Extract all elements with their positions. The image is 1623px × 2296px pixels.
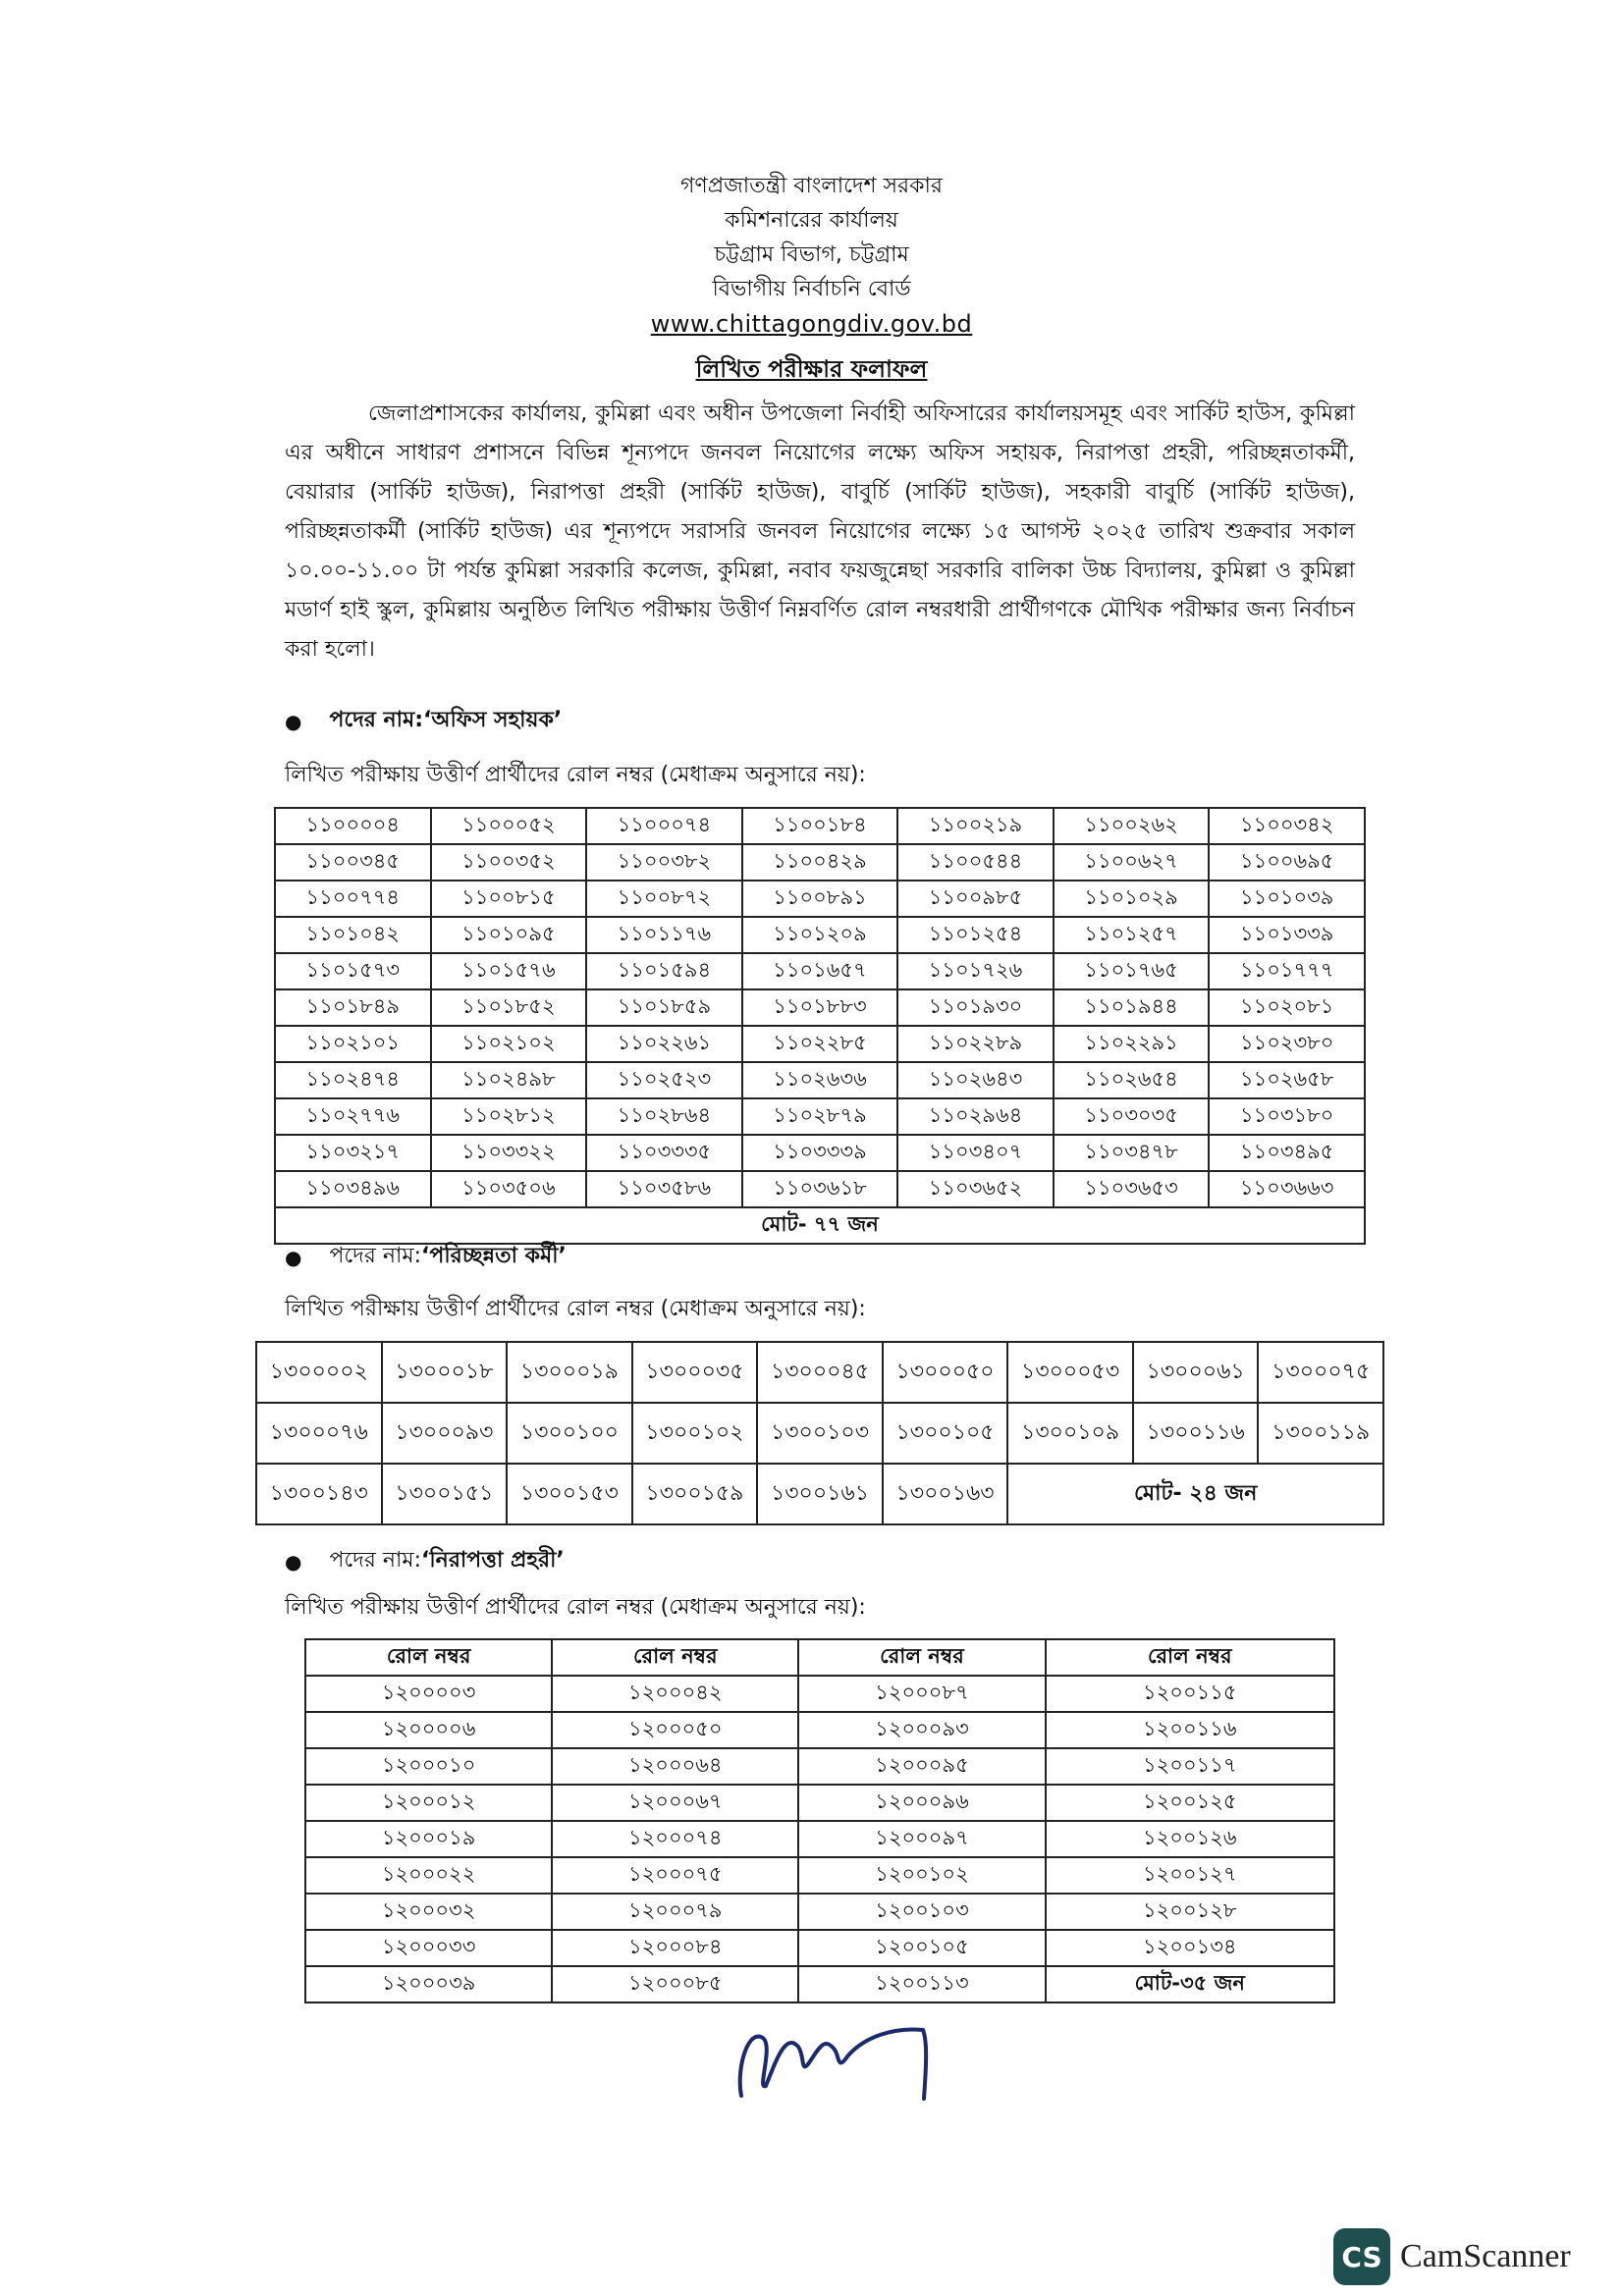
roll-number-cell: ১১০২১০১ <box>275 1026 431 1062</box>
bullet-icon: ● <box>285 1245 302 1269</box>
roll-number-cell: ১১০২১০২ <box>431 1026 587 1062</box>
roll-number-cell: ১১০২২৬১ <box>586 1026 742 1062</box>
roll-number-cell: ১২০০০৭৪ <box>552 1821 798 1857</box>
roll-number-cell: ১৩০০১০৫ <box>883 1403 1008 1464</box>
roll-number-cell: ১৩০০০৩৫ <box>632 1342 758 1403</box>
roll-number-cell: ১১০১৯৪৪ <box>1054 989 1210 1026</box>
roll-number-cell: ১১০২২৮৫ <box>742 1026 898 1062</box>
roll-number-cell: ১১০১৭৭৭ <box>1209 953 1365 989</box>
roll-number-cell: ১১০০০৫২ <box>431 808 587 844</box>
roll-number-cell: ১২০০০৩৩ <box>305 1930 552 1966</box>
post-name: ‘পরিচ্ছন্নতা কর্মী’ <box>421 1244 567 1268</box>
post-name: ‘নিরাপত্তা প্রহরী’ <box>421 1548 565 1573</box>
bullet-icon: ● <box>285 1549 302 1574</box>
govt-name: গণপ্রজাতন্ত্রী বাংলাদেশ সরকার <box>679 174 944 198</box>
bullet-icon: ● <box>285 709 302 733</box>
roll-number-cell: ১২০০০৩২ <box>305 1894 552 1930</box>
roll-number-cell: ১২০০০৯৭ <box>798 1821 1045 1857</box>
table-row <box>256 1403 1383 1464</box>
table-row <box>275 953 1365 989</box>
table-row <box>305 1748 1334 1785</box>
post-prefix: পদের নাম: <box>329 1548 422 1573</box>
roll-number-cell: ১২০০১১৭ <box>1046 1748 1334 1785</box>
roll-number-cell: ১১০১০৪২ <box>275 917 431 953</box>
roll-number-cell: ১১০৩১৮০ <box>1209 1098 1365 1135</box>
roll-number-cell: ১২০০১২৬ <box>1046 1821 1334 1857</box>
roll-number-cell: ১১০৩৩২২ <box>431 1135 587 1171</box>
roll-number-cell: ১২০০০৮৭ <box>798 1676 1045 1712</box>
roll-number-cell: ১৩০০০১৯ <box>507 1342 632 1403</box>
roll-number-cell: ১২০০০২২ <box>305 1857 552 1894</box>
roll-number-cell: ১২০০০৯৫ <box>798 1748 1045 1785</box>
roll-number-cell: ১২০০০৮৪ <box>552 1930 798 1966</box>
roll-number-cell: ১১০০৫৪৪ <box>897 844 1054 881</box>
roll-number-cell: ১২০০০১০ <box>305 1748 552 1785</box>
roll-number-cell: ১৩০০১৪৩ <box>256 1464 382 1524</box>
roll-number-cell: ১৩০০১১৬ <box>1133 1403 1259 1464</box>
table-row <box>305 1676 1334 1712</box>
roll-number-cell: ১২০০০০৬ <box>305 1712 552 1748</box>
roll-number-cell: ১৩০০০৬১ <box>1133 1342 1259 1403</box>
roll-number-cell: ১১০১৬৫৭ <box>742 953 898 989</box>
column-header: রোল নম্বর <box>305 1639 552 1676</box>
roll-number-cell: ১১০২৩৮০ <box>1209 1026 1365 1062</box>
roll-number-cell: ১১০২৬৫৪ <box>1054 1062 1210 1098</box>
roll-number-cell: ১১০০০০৪ <box>275 808 431 844</box>
roll-number-cell: ১৩০০১১৯ <box>1258 1403 1383 1464</box>
roll-number-cell: ১২০০১১৩ <box>798 1966 1045 2002</box>
table-row <box>275 989 1365 1026</box>
roll-number-cell: ১১০১১৭৬ <box>586 917 742 953</box>
roll-number-cell: ১১০২৬৫৮ <box>1209 1062 1365 1098</box>
roll-number-cell: ১৩০০১০৩ <box>757 1403 883 1464</box>
section-heading-cleaner <box>285 1239 567 1275</box>
roll-number-cell: ১১০২৪৭৪ <box>275 1062 431 1098</box>
table-row <box>305 1966 1334 2002</box>
table-row <box>275 808 1365 844</box>
total-count: মোট-৩৫ জন <box>1046 1966 1334 2002</box>
column-header: রোল নম্বর <box>1046 1639 1334 1676</box>
office-assistant-roll-table <box>274 807 1366 1245</box>
roll-number-cell: ১১০১০৩৯ <box>1209 881 1365 917</box>
intro-paragraph: জেলাপ্রশাসকের কার্যালয়, কুমিল্লা এবং অধীন উপজেলা নির্বাহী অফিসারের কার্যালয়সমূহ এবং সার্কিট হাউস, কুমিল্লা এর অধীনে সাধারণ প্রশাসনে বিভিন্ন শূন্যপদে জনবল নিয়োগের লক্ষ্যে অফিস সহায়ক, নিরাপত্তা প্রহরী, পরিচ্ছন্নতাকর্মী, বেয়ারার (সার্কিট হাউজ), নিরাপত্তা প্রহরী (সার্কিট হাউজ), বাবুর্চি (সার্কিট হাউজ), সহকারী বাবুর্চি (সার্কিট হাউজ), পরিচ্ছন্নতাকর্মী (সার্কিট হাউজ) এর শূন্যপদে সরাসরি জনবল নিয়োগের লক্ষ্যে ১৫ আগস্ট ২০২৫ তারিখ শুক্রবার সকাল ১০.০০-১১.০০ টা পর্যন্ত কুমিল্লা সরকারি কলেজ, কুমিল্লা, নবাব ফয়জুন্নেছা সরকারি বালিকা উচ্চ বিদ্যালয়, কুমিল্লা ও কুমিল্লা মডার্ণ হাই স্কুল, কুমিল্লায় অনুষ্ঠিত লিখিত পরীক্ষায় উত্তীর্ণ নিম্নবর্ণিত রোল নম্বরধারী প্রার্থীগণকে মৌখিক পরীক্ষার জন্য নির্বাচন করা হলো। <box>285 401 1355 662</box>
table-row <box>275 1098 1365 1135</box>
roll-number-cell: ১১০০৬২৭ <box>1054 844 1210 881</box>
roll-number-cell: ১১০৩৩৩৯ <box>742 1135 898 1171</box>
table-row <box>305 1857 1334 1894</box>
result-title: লিখিত পরীক্ষার ফলাফল <box>695 355 928 383</box>
roll-number-cell: ১১০৩২১৭ <box>275 1135 431 1171</box>
roll-number-cell: ১১০০৩৪৫ <box>275 844 431 881</box>
website-link[interactable]: www.chittagongdiv.gov.bd <box>650 310 973 338</box>
roll-number-cell: ১১০০৩৮২ <box>586 844 742 881</box>
roll-number-cell: ১১০৩৪৯৫ <box>1209 1135 1365 1171</box>
roll-number-cell: ১১০২৮৬৪ <box>586 1098 742 1135</box>
roll-number-cell: ১১০২৬৪৩ <box>897 1062 1054 1098</box>
roll-number-cell: ১১০০০৭৪ <box>586 808 742 844</box>
roll-number-cell: ১১০২৫২৩ <box>586 1062 742 1098</box>
roll-number-cell: ১১০১২৫৭ <box>1054 917 1210 953</box>
roll-number-cell: ১২০০০৭৫ <box>552 1857 798 1894</box>
roll-number-cell: ১২০০০৯৩ <box>798 1712 1045 1748</box>
roll-number-cell: ১২০০১২৭ <box>1046 1857 1334 1894</box>
roll-number-cell: ১২০০০৫০ <box>552 1712 798 1748</box>
roll-number-cell: ১১০২৮১২ <box>431 1098 587 1135</box>
roll-number-cell: ১১০৩৪৯৬ <box>275 1171 431 1207</box>
roll-number-cell: ১২০০১২৫ <box>1046 1785 1334 1821</box>
roll-number-cell: ১১০১৭২৬ <box>897 953 1054 989</box>
roll-number-cell: ১১০০৭৭৪ <box>275 881 431 917</box>
total-count: মোট- ২৪ জন <box>1007 1464 1383 1524</box>
roll-number-cell: ১৩০০১০৯ <box>1007 1403 1133 1464</box>
roll-number-cell: ১৩০০০১৮ <box>382 1342 508 1403</box>
roll-number-cell: ১১০২২৯১ <box>1054 1026 1210 1062</box>
roll-number-cell: ১১০২০৮১ <box>1209 989 1365 1026</box>
roll-number-cell: ১১০০৪২৯ <box>742 844 898 881</box>
roll-number-cell: ১৩০০১০২ <box>632 1403 758 1464</box>
roll-number-cell: ১১০০৮৯১ <box>742 881 898 917</box>
roll-number-cell: ১৩০০১৫৯ <box>632 1464 758 1524</box>
section-heading-office-assistant <box>285 703 562 739</box>
roll-number-cell: ১৩০০০৫০ <box>883 1342 1008 1403</box>
roll-number-cell: ১২০০০৯৬ <box>798 1785 1045 1821</box>
table-row <box>256 1464 1383 1524</box>
roll-number-cell: ১১০৩৪০৭ <box>897 1135 1054 1171</box>
table-row <box>275 844 1365 881</box>
roll-number-cell: ১১০১৮৪৯ <box>275 989 431 1026</box>
section-heading-security-guard <box>285 1543 565 1579</box>
roll-number-cell: ১১০০৩৫২ <box>431 844 587 881</box>
roll-number-cell: ১২০০০৬৪ <box>552 1748 798 1785</box>
roll-number-cell: ১৩০০০৪৫ <box>757 1342 883 1403</box>
roll-number-cell: ১৩০০০৯৩ <box>382 1403 508 1464</box>
table-header-row <box>305 1639 1334 1676</box>
roll-number-cell: ১২০০০৬৭ <box>552 1785 798 1821</box>
section-subheading: লিখিত পরীক্ষায় উত্তীর্ণ প্রার্থীদের রোল নম্বর (মেধাক্রম অনুসারে নয়): <box>285 1297 866 1321</box>
roll-number-cell: ১৩০০১০০ <box>507 1403 632 1464</box>
roll-number-cell: ১১০৩৬১৮ <box>742 1171 898 1207</box>
roll-number-cell: ১২০০১২৮ <box>1046 1894 1334 1930</box>
roll-number-cell: ১২০০০১৯ <box>305 1821 552 1857</box>
roll-number-cell: ১১০০২১৯ <box>897 808 1054 844</box>
roll-number-cell: ১২০০০৩৯ <box>305 1966 552 2002</box>
roll-number-cell: ১৩০০০৭৬ <box>256 1403 382 1464</box>
roll-number-cell: ১১০৩৬৫৩ <box>1054 1171 1210 1207</box>
roll-number-cell: ১১০৩৬৫২ <box>897 1171 1054 1207</box>
roll-number-cell: ১১০৩৫০৬ <box>431 1171 587 1207</box>
office-name: কমিশনারের কার্যালয় <box>725 208 898 233</box>
roll-number-cell: ১১০২৬৩৬ <box>742 1062 898 1098</box>
roll-number-cell: ১১০৩৫৮৬ <box>586 1171 742 1207</box>
roll-number-cell: ১১০০১৮৪ <box>742 808 898 844</box>
signature <box>731 2002 938 2120</box>
roll-number-cell: ১১০১৭৬৫ <box>1054 953 1210 989</box>
post-prefix: পদের নাম: <box>329 1244 422 1268</box>
division-name: চট্টগ্রাম বিভাগ, চট্টগ্রাম <box>714 242 909 267</box>
roll-number-cell: ১১০১২০৯ <box>742 917 898 953</box>
table-row <box>275 1135 1365 1171</box>
roll-number-cell: ১১০১৮৫৯ <box>586 989 742 1026</box>
roll-number-cell: ১৩০০১৫৩ <box>507 1464 632 1524</box>
post-prefix: পদের নাম: <box>329 708 424 732</box>
roll-number-cell: ১২০০০০৩ <box>305 1676 552 1712</box>
roll-number-cell: ১১০০৩৪২ <box>1209 808 1365 844</box>
roll-number-cell: ১১০২২৮৯ <box>897 1026 1054 1062</box>
table-row <box>305 1894 1334 1930</box>
roll-number-cell: ১১০০৬৯৫ <box>1209 844 1365 881</box>
roll-number-cell: ১১০০৯৮৫ <box>897 881 1054 917</box>
roll-number-cell: ১১০২৮৭৯ <box>742 1098 898 1135</box>
roll-number-cell: ১১০১৯৩০ <box>897 989 1054 1026</box>
roll-number-cell: ১৩০০০৭৫ <box>1258 1342 1383 1403</box>
roll-number-cell: ১১০১৫৭৩ <box>275 953 431 989</box>
roll-number-cell: ১২০০১০৩ <box>798 1894 1045 1930</box>
roll-number-cell: ১২০০১০৫ <box>798 1930 1045 1966</box>
roll-number-cell: ১২০০১১৫ <box>1046 1676 1334 1712</box>
roll-number-cell: ১২০০১১৬ <box>1046 1712 1334 1748</box>
roll-number-cell: ১১০৩৩৩৫ <box>586 1135 742 1171</box>
table-row <box>275 881 1365 917</box>
column-header: রোল নম্বর <box>798 1639 1045 1676</box>
table-row <box>275 1171 1365 1207</box>
table-row <box>275 1062 1365 1098</box>
camscanner-text: CamScanner <box>1400 2238 1571 2274</box>
roll-number-cell: ১৩০০১৬১ <box>757 1464 883 1524</box>
section-subheading: লিখিত পরীক্ষায় উত্তীর্ণ প্রার্থীদের রোল নম্বর (মেধাক্রম অনুসারে নয়): <box>285 1595 866 1620</box>
board-name: বিভাগীয় নির্বাচনি বোর্ড <box>712 277 911 301</box>
roll-number-cell: ১২০০০৮৫ <box>552 1966 798 2002</box>
roll-number-cell: ১১০১০২৯ <box>1054 881 1210 917</box>
roll-number-cell: ১১০১৫৯৪ <box>586 953 742 989</box>
roll-number-cell: ১৩০০০৫৩ <box>1007 1342 1133 1403</box>
section-subheading: লিখিত পরীক্ষায় উত্তীর্ণ প্রার্থীদের রোল নম্বর (মেধাক্রম অনুসারে নয়): <box>285 763 866 787</box>
roll-number-cell: ১১০১৩৩৯ <box>1209 917 1365 953</box>
roll-number-cell: ১২০০০১২ <box>305 1785 552 1821</box>
roll-number-cell: ১৩০০০০২ <box>256 1342 382 1403</box>
roll-number-cell: ১৩০০১৬৩ <box>883 1464 1008 1524</box>
roll-number-cell: ১১০২৭৭৬ <box>275 1098 431 1135</box>
table-row <box>305 1712 1334 1748</box>
roll-number-cell: ১২০০০৭৯ <box>552 1894 798 1930</box>
roll-number-cell: ১১০২৪৯৮ <box>431 1062 587 1098</box>
table-row <box>275 1026 1365 1062</box>
roll-number-cell: ১১০০৮৭২ <box>586 881 742 917</box>
roll-number-cell: ১৩০০১৫১ <box>382 1464 508 1524</box>
letterhead <box>0 169 1623 387</box>
camscanner-logo-icon: CS <box>1333 2228 1390 2285</box>
roll-number-cell: ১১০৩০৩৫ <box>1054 1098 1210 1135</box>
post-name: ‘অফিস সহায়ক’ <box>423 708 563 732</box>
table-row <box>305 1785 1334 1821</box>
roll-number-cell: ১১০০৮১৫ <box>431 881 587 917</box>
column-header: রোল নম্বর <box>552 1639 798 1676</box>
roll-number-cell: ১১০০২৬২ <box>1054 808 1210 844</box>
cleaner-roll-table <box>255 1341 1384 1525</box>
roll-number-cell: ১১০১৮৮৩ <box>742 989 898 1026</box>
table-row <box>305 1930 1334 1966</box>
roll-number-cell: ১১০১০৯৫ <box>431 917 587 953</box>
table-row <box>256 1342 1383 1403</box>
roll-number-cell: ১১০১৮৫২ <box>431 989 587 1026</box>
roll-number-cell: ১১০১২৫৪ <box>897 917 1054 953</box>
roll-number-cell: ১১০৩৬৬৩ <box>1209 1171 1365 1207</box>
security-guard-roll-table <box>304 1638 1335 2003</box>
table-row <box>275 917 1365 953</box>
roll-number-cell: ১১০৩৪৭৮ <box>1054 1135 1210 1171</box>
table-row <box>305 1821 1334 1857</box>
roll-number-cell: ১২০০১৩৪ <box>1046 1930 1334 1966</box>
roll-number-cell: ১১০২৯৬৪ <box>897 1098 1054 1135</box>
camscanner-watermark <box>1333 2228 1571 2285</box>
roll-number-cell: ১২০০১০২ <box>798 1857 1045 1894</box>
roll-number-cell: ১১০১৫৭৬ <box>431 953 587 989</box>
roll-number-cell: ১২০০০৪২ <box>552 1676 798 1712</box>
total-count: মোট- ৭৭ জন <box>275 1207 1365 1244</box>
